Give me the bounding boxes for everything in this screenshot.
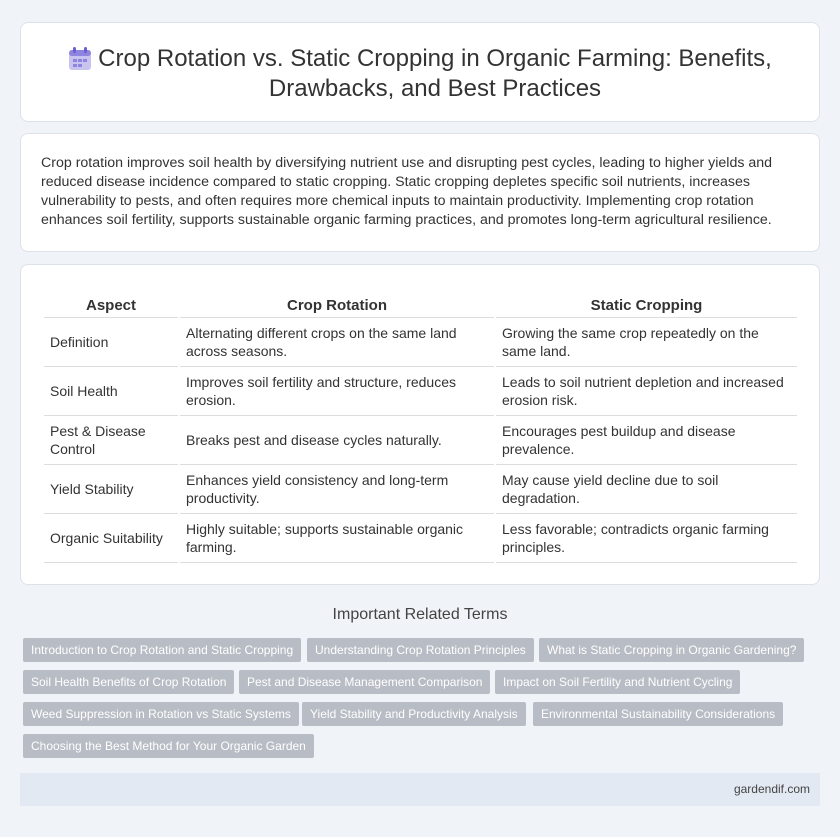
table-cell: Encourages pest buildup and disease prevalence. bbox=[496, 416, 797, 465]
table-cell: Organic Suitability bbox=[44, 514, 178, 563]
table-row bbox=[44, 514, 797, 563]
related-term-link[interactable]: What is Static Cropping in Organic Gardening? bbox=[539, 638, 804, 662]
table-cell: Improves soil fertility and structure, reduces erosion. bbox=[180, 367, 494, 416]
table-cell: Growing the same crop repeatedly on the same land. bbox=[496, 318, 797, 367]
table-cell: Pest & Disease Control bbox=[44, 416, 178, 465]
table-header-crop-rotation: Crop Rotation bbox=[180, 297, 494, 318]
footer-site-name: gardendif.com bbox=[733, 782, 810, 796]
related-term-link[interactable]: Soil Health Benefits of Crop Rotation bbox=[23, 670, 234, 694]
related-term-link[interactable]: Understanding Crop Rotation Principles bbox=[307, 638, 534, 662]
related-term-link[interactable]: Introduction to Crop Rotation and Static Cropping bbox=[23, 638, 301, 662]
table-cell: Less favorable; contradicts organic farming principles. bbox=[496, 514, 797, 563]
header-card bbox=[20, 22, 820, 122]
footer bbox=[20, 773, 820, 806]
summary-card bbox=[20, 133, 820, 252]
table-header-aspect: Aspect bbox=[44, 297, 178, 318]
related-term-link[interactable]: Impact on Soil Fertility and Nutrient Cycling bbox=[495, 670, 740, 694]
related-term-link[interactable]: Weed Suppression in Rotation vs Static Systems bbox=[23, 702, 299, 726]
table-cell: May cause yield decline due to soil degradation. bbox=[496, 465, 797, 514]
table-cell: Soil Health bbox=[44, 367, 178, 416]
table-row bbox=[44, 465, 797, 514]
comparison-table-card bbox=[20, 264, 820, 585]
table-row bbox=[44, 367, 797, 416]
summary-text: Crop rotation improves soil health by diversifying nutrient use and disrupting pest cycles, leading to higher yields and reduced disease incidence compared to static cropping. Static cropping depletes specific soil nutrients, increases vulnerability to pests, and often requires more chemical inputs to maintain productivity. Implementing crop rotation enhances soil fertility, supports sustainable organic farming practices, and promotes long-term agricultural resilience. bbox=[41, 155, 773, 228]
table-cell: Yield Stability bbox=[44, 465, 178, 514]
table-cell: Breaks pest and disease cycles naturally. bbox=[180, 416, 494, 465]
table-cell: Definition bbox=[44, 318, 178, 367]
table-cell: Alternating different crops on the same land across seasons. bbox=[180, 318, 494, 367]
table-cell: Leads to soil nutrient depletion and increased erosion risk. bbox=[496, 367, 797, 416]
comparison-table bbox=[42, 297, 799, 563]
table-cell: Enhances yield consistency and long-term productivity. bbox=[180, 465, 494, 514]
related-term-link[interactable]: Pest and Disease Management Comparison bbox=[239, 670, 490, 694]
related-term-link[interactable]: Environmental Sustainability Considerations bbox=[533, 702, 783, 726]
table-row bbox=[44, 416, 797, 465]
table-row bbox=[44, 318, 797, 367]
table-header-static-cropping: Static Cropping bbox=[496, 297, 797, 318]
table-cell: Highly suitable; supports sustainable organic farming. bbox=[180, 514, 494, 563]
related-term-link[interactable]: Choosing the Best Method for Your Organic Garden bbox=[23, 734, 314, 758]
page-title: Crop Rotation vs. Static Cropping in Organic Farming: Benefits, Drawbacks, and Best Practices bbox=[98, 45, 772, 102]
related-terms-title: Important Related Terms bbox=[332, 606, 508, 623]
related-term-link[interactable]: Yield Stability and Productivity Analysis bbox=[302, 702, 526, 726]
